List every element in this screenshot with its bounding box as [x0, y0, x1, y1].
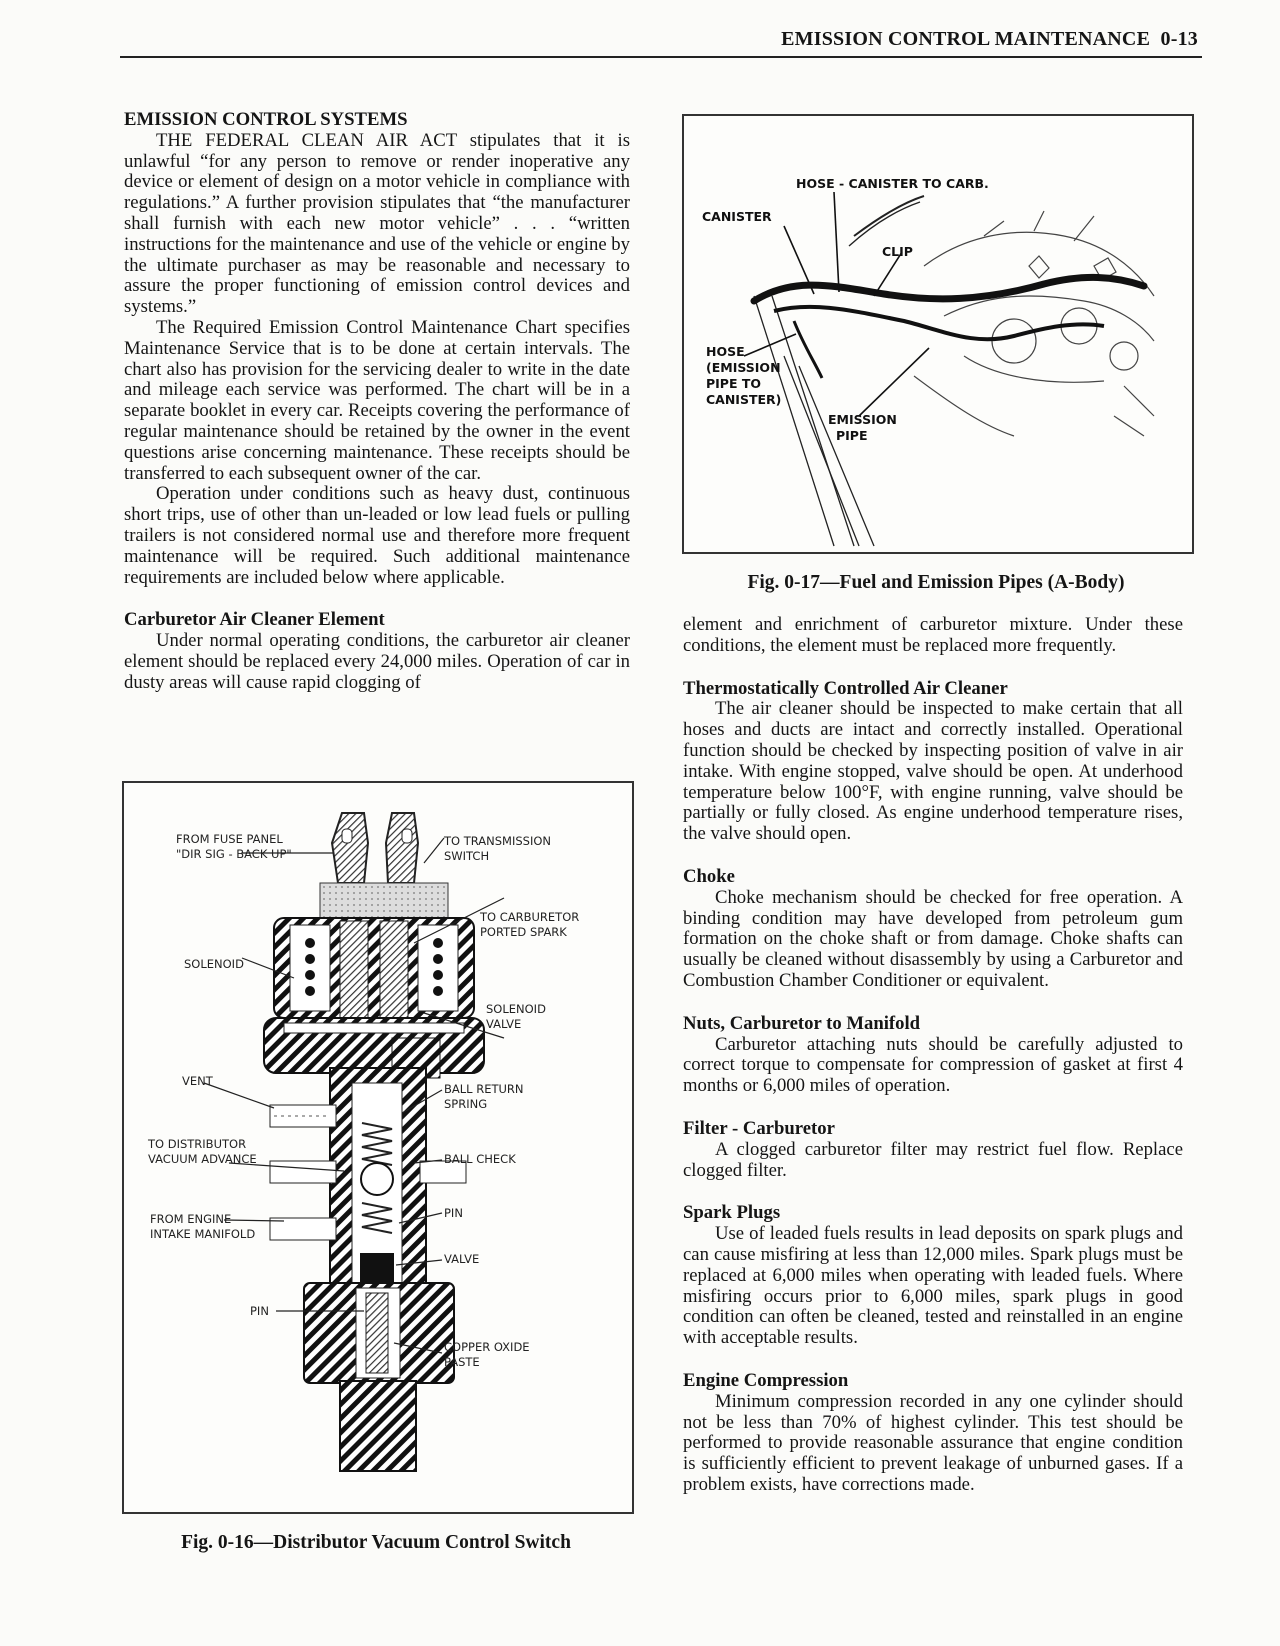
heading-thermostatic-air-cleaner: Thermostatically Controlled Air Cleaner [683, 677, 1008, 699]
figure-vacuum-control-switch [122, 781, 634, 1514]
label-hose-canister-to-carb: HOSE - CANISTER TO CARB. [796, 176, 989, 191]
paragraph-clean-air-act: THE FEDERAL CLEAN AIR ACT stipulates that it is unlawful “for any person to remove or render inoperative any device or element of design on a motor vehicle in compliance with regulations.” A further provision stipulates that “the manufacturer shall furnish with each new motor vehicle” . . . “written instructions for the maintenance and use of the vehicle or engine by the ultimate purchaser as may be reasonable and necessary to assure the proper functioning of emission control devices and systems.” [124, 129, 630, 318]
label-pipe-to: PIPE TO [706, 376, 762, 391]
heading-filter: Filter - Carburetor [683, 1117, 835, 1139]
label-canister: CANISTER [702, 209, 772, 224]
label-switch: SWITCH [444, 849, 490, 863]
paragraph-filter: A clogged carburetor filter may restrict fuel flow. Replace clogged filter. [683, 1138, 1183, 1181]
figure-16-caption: Fig. 0-16—Distributor Vacuum Control Switch [181, 1532, 571, 1553]
label-solenoid-valve-2: VALVE [486, 1017, 522, 1031]
label-emission-paren: (EMISSION [706, 360, 781, 375]
label-spring: SPRING [444, 1097, 488, 1111]
paragraph-maintenance-chart: The Required Emission Control Maintenance Chart specifies Maintenance Service that is to be done at certain intervals. The chart also has provision for the servicing dealer to write in the date and mileage each service was performed. The chart will be in a separate booklet in every car. Receipts covering the performance of regular maintenance should be retained by the owner in the event questions arise concerning maintenance. These receipts should be transferred to each subsequent owner of the car. [124, 316, 630, 484]
label-clip: CLIP [882, 244, 913, 259]
label-ball-return: BALL RETURN [444, 1082, 524, 1096]
paragraph-choke: Choke mechanism should be checked for free operation. A binding condition may have developed from petroleum gum formation on the choke shaft or from damage. Choke shafts can usually be cleaned without disassembly by using a Carburetor and Combustion Chamber Conditioner or equivalent. [683, 886, 1183, 991]
label-canister-paren: CANISTER) [706, 392, 782, 407]
label-valve: VALVE [444, 1252, 480, 1266]
label-paste: PASTE [444, 1355, 480, 1369]
label-pipe: PIPE [836, 428, 868, 443]
label-solenoid-valve-1: SOLENOID [486, 1002, 546, 1016]
label-intake-manifold: INTAKE MANIFOLD [150, 1227, 256, 1241]
label-ball-check: BALL CHECK [444, 1152, 516, 1166]
label-dir-sig: "DIR SIG - BACK UP" [176, 847, 292, 861]
label-hose: HOSE [706, 344, 745, 359]
paragraph-thermostatic-air-cleaner: The air cleaner should be inspected to make certain that all hoses and ducts are intact and correctly installed. Operational function should be checked by inspecting position of valve in air intake. With engine stopped, valve should be open. At underhood temperature below 100°F, with engine running, valve should be partially or fully closed. As engine underhood temperature rises, the valve should open. [683, 698, 1183, 845]
section-title: EMISSION CONTROL SYSTEMS [124, 109, 408, 130]
heading-engine-compression: Engine Compression [683, 1369, 849, 1391]
heading-nuts: Nuts, Carburetor to Manifold [683, 1012, 921, 1034]
label-to-transmission: TO TRANSMISSION [444, 834, 552, 848]
label-pin-right: PIN [444, 1206, 463, 1220]
label-to-carburetor: TO CARBURETOR [480, 910, 580, 924]
paragraph-engine-compression: Minimum compression recorded in any one cylinder should not be less than 70% of highest cylinder. This test should be performed to provide reasonable assurance that engine condition is sufficiently efficient to prevent leakage of unburned gases. If a problem exists, have corrections made. [683, 1390, 1183, 1495]
heading-spark-plugs: Spark Plugs [683, 1202, 781, 1224]
paragraph-air-cleaner: Under normal operating conditions, the carburetor air cleaner element should be replaced every 24,000 miles. Operation of car in dusty areas will cause rapid clogging of [124, 630, 630, 693]
fuel-emission-pipes-diagram [684, 116, 1192, 552]
label-emission: EMISSION [828, 412, 897, 427]
left-column [124, 110, 630, 694]
heading-choke: Choke [683, 865, 735, 887]
label-pin-left: PIN [250, 1304, 269, 1318]
paragraph-nuts: Carburetor attaching nuts should be carefully adjusted to correct torque to compensate for compression of gasket at first 4 months or 6,000 miles of operation. [683, 1033, 1183, 1097]
label-to-distributor: TO DISTRIBUTOR [148, 1137, 247, 1151]
paragraph-air-cleaner-cont: element and enrichment of carburetor mixture. Under these conditions, the element must be replaced more frequently. [683, 614, 1183, 656]
label-from-engine: FROM ENGINE [150, 1212, 232, 1226]
figure-fuel-emission-pipes [682, 114, 1194, 554]
page-header [120, 24, 1202, 58]
label-vent: VENT [182, 1074, 213, 1088]
figure-17-caption: Fig. 0-17—Fuel and Emission Pipes (A-Body) [747, 572, 1125, 593]
label-vacuum-advance: VACUUM ADVANCE [148, 1152, 257, 1166]
label-solenoid: SOLENOID [184, 957, 244, 971]
paragraph-operation: Operation under conditions such as heavy dust, continuous short trips, use of other than un-leaded or low lead fuels or pulling trailers is not considered normal use and therefore more frequent maintenance will be required. Such additional maintenance requirements are included below where applicable. [124, 483, 630, 588]
heading-air-cleaner: Carburetor Air Cleaner Element [124, 609, 385, 631]
right-column [683, 615, 1183, 1496]
header-title: EMISSION CONTROL MAINTENANCE 0-13 [781, 28, 1198, 50]
label-copper-oxide: COPPER OXIDE [444, 1340, 530, 1354]
vacuum-switch-diagram [124, 783, 632, 1512]
label-ported-spark: PORTED SPARK [480, 925, 567, 939]
paragraph-spark-plugs: Use of leaded fuels results in lead deposits on spark plugs and can cause misfiring at less than 12,000 miles. Spark plugs must be replaced at 6,000 miles when operating with leaded fuels. Where misfiring occurs prior to 6,000 miles, spark plugs in good condition can often be cleaned, tested and reinstalled in an engine with acceptable results. [683, 1223, 1183, 1349]
label-from-fuse-panel: FROM FUSE PANEL [176, 832, 283, 846]
